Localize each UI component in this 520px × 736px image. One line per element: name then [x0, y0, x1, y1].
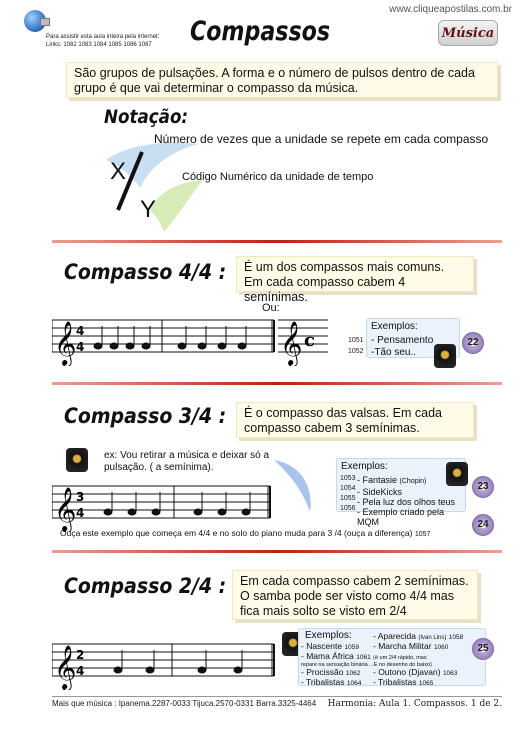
- time-sig-bottom: 4: [76, 506, 85, 520]
- cd-icon-22[interactable]: [462, 332, 484, 354]
- sec34-bottom: Ouça este exemplo que começa em 4/4 e no solo do piano muda para 3 /4 (ouça a diferença): [60, 528, 413, 538]
- speaker-icon[interactable]: [446, 462, 468, 486]
- sec34-num-1[interactable]: 1053: [340, 475, 356, 482]
- staff-24: [52, 624, 282, 690]
- sec44-example-2[interactable]: -Tão seu..: [371, 347, 417, 358]
- time-sig-top: 3: [76, 490, 85, 504]
- sec24-c1-3[interactable]: - Procissão 1062: [301, 667, 361, 677]
- footer-right: Harmonia: Aula 1. Compassos. 1 de 2.: [327, 699, 502, 709]
- sec34-num-3[interactable]: 1055: [340, 495, 356, 502]
- sec34-example-2[interactable]: - SideKicks: [357, 487, 403, 497]
- sec24-desc-box: [232, 570, 478, 620]
- sec34-title: Compasso 3/4 :: [64, 404, 227, 428]
- sec44-desc-box: [236, 256, 474, 304]
- notation-top-label: Número de vezes que a unidade se repete em cada compasso: [154, 132, 489, 146]
- sec24-c1-4[interactable]: - Tribalistas 1064: [301, 677, 362, 687]
- sec34-examples-title: Exemplos:: [341, 461, 388, 472]
- quarter-notes: [94, 326, 246, 349]
- sec24-c2-3[interactable]: - Outono (Djavan) 1063: [373, 667, 458, 677]
- cd-number: 22: [467, 337, 479, 348]
- divider-2: [52, 382, 502, 385]
- page-title: Compassos: [189, 16, 331, 47]
- time-sig-bottom: 4: [76, 340, 85, 354]
- sec34-note: ex: Vou retirar a música e deixar só a pulsação. ( a semínima).: [104, 450, 270, 473]
- sec24-c2-1[interactable]: - Aparecida (Ivan Lins) 1058: [373, 631, 464, 641]
- notation-y: Y: [140, 196, 157, 223]
- cd-number: 24: [477, 519, 489, 530]
- sec34-num-2[interactable]: 1054: [340, 485, 356, 492]
- sec34-example-1[interactable]: - Fantasie (Chopin): [357, 475, 427, 485]
- sec24-title: Compasso 2/4 :: [64, 574, 227, 598]
- footer-rule: [52, 696, 502, 697]
- staff-34: [52, 466, 282, 532]
- treble-clef-icon-2: 𝄞: [280, 321, 303, 365]
- sec44-num-1[interactable]: 1051: [348, 337, 364, 344]
- treble-clef-icon: 𝄞: [54, 487, 77, 531]
- sec34-example-4[interactable]: - Exemplo criado pela MQM: [357, 507, 445, 527]
- sec24-c1-2[interactable]: - Mama África 1061 (é um 2/4 rápido, mas: [301, 651, 427, 661]
- sec44-examples-title: Exemplos:: [371, 321, 418, 332]
- sec24-note2: repare na sensação binária ...E no desenho do baixo): [301, 662, 432, 668]
- quarter-notes: [104, 492, 250, 515]
- treble-clef-icon: 𝄞: [54, 645, 77, 689]
- sec44-title: Compasso 4/4 :: [64, 260, 227, 284]
- info-line-1: Para assistir esta aula inteira pela internet:: [46, 34, 160, 40]
- sec34-example-3[interactable]: - Pela luz dos olhos teus: [357, 497, 456, 507]
- time-sig-top: 2: [76, 648, 85, 662]
- sec34-bottom-num[interactable]: 1057: [414, 531, 431, 538]
- speaker-icon[interactable]: [434, 344, 456, 368]
- quarter-notes: [114, 650, 242, 673]
- sec24-desc: Em cada compasso cabem 2 semínimas. O samba pode ser visto como 4/4 mas fica mais solto se visto em 2/4: [240, 574, 469, 618]
- cd-number: 25: [477, 643, 489, 654]
- ou-label: Ou:: [262, 302, 280, 314]
- footer-left: Mais que música : Ipanema.2287-0033 Tijuca.2570-0331 Barra.3325-4464: [52, 699, 317, 708]
- sec34-bottom-text: [60, 528, 430, 538]
- sec24-c1-1[interactable]: - Nascente 1059: [301, 641, 359, 651]
- intro-text: São grupos de pulsações. A forma e o número de pulsos dentro de cada grupo é que vai determinar o compasso da música.: [74, 66, 475, 95]
- notation-bottom-label: Código Numérico da unidade de tempo: [182, 171, 374, 183]
- time-sig-bottom: 4: [76, 664, 85, 678]
- sec24-c2-2[interactable]: - Marcha Militar 1060: [373, 641, 449, 651]
- staff-44: [52, 300, 342, 366]
- cd-icon-25[interactable]: [472, 638, 494, 660]
- treble-clef-icon: 𝄞: [54, 321, 77, 365]
- sec34-num-4[interactable]: 1056: [340, 505, 356, 512]
- sec24-examples: [298, 628, 486, 686]
- sec44-example-1[interactable]: - Pensamento: [371, 335, 434, 346]
- divider-1: [52, 240, 502, 243]
- divider-3: [52, 550, 502, 553]
- musica-logo: [438, 20, 498, 46]
- cd-number: 23: [477, 481, 489, 492]
- info-links[interactable]: Links: 1082 1083 1084 1085 1086 1087: [46, 42, 152, 48]
- sec44-num-2[interactable]: 1052: [348, 348, 364, 355]
- cd-icon-23[interactable]: [472, 476, 494, 498]
- sec44-desc: É um dos compassos mais comuns. Em cada compasso cabem 4 semínimas.: [244, 260, 445, 304]
- sec34-desc: É o compasso das valsas. Em cada compasso cabem 3 semínimas.: [244, 406, 443, 435]
- notacao-heading: Notação:: [104, 106, 189, 128]
- sec24-c2-4[interactable]: - Tribalistas 1065: [373, 677, 434, 687]
- common-time-icon: c: [304, 330, 315, 351]
- sec34-desc-box: [236, 402, 474, 438]
- logo-text: Música: [441, 26, 495, 41]
- time-sig-top: 4: [76, 324, 85, 338]
- cd-icon-24[interactable]: [472, 514, 494, 536]
- notation-x: X: [110, 158, 127, 185]
- intro-box: [66, 62, 498, 98]
- sec24-examples-title: Exemplos:: [305, 630, 352, 641]
- site-url[interactable]: www.cliqueapostilas.com.br: [389, 4, 512, 15]
